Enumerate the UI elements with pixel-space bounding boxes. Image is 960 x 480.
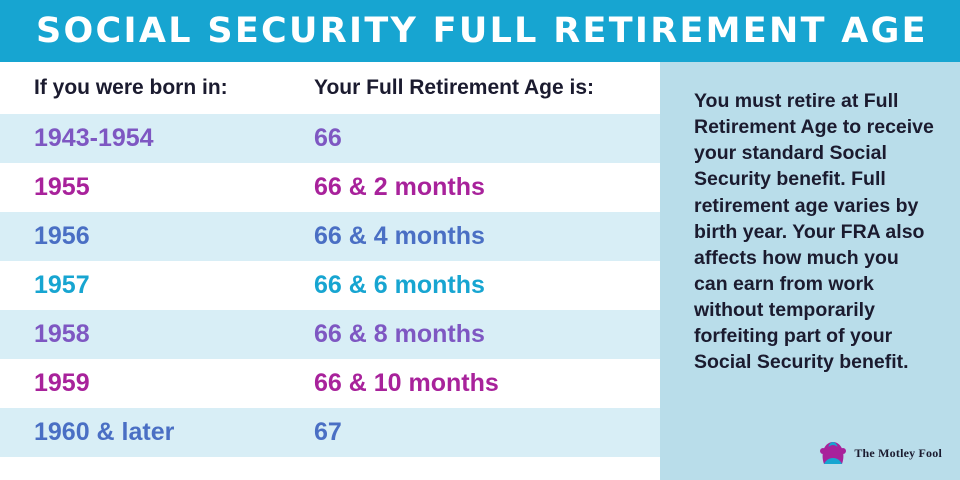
cell-full-retirement-age: 66 & 10 months <box>314 369 499 397</box>
logo-text: The Motley Fool <box>854 445 942 460</box>
table-row <box>0 310 660 359</box>
column-header-birth-year: If you were born in: <box>34 76 228 99</box>
table-row <box>0 359 660 408</box>
cell-full-retirement-age: 66 & 2 months <box>314 173 485 201</box>
table-row <box>0 212 660 261</box>
header-banner <box>0 0 960 62</box>
cell-full-retirement-age: 66 <box>314 124 342 152</box>
table-row <box>0 408 660 457</box>
side-note-text: You must retire at Full Retirement Age to receive your standard Social Security benefit. Full retirement age varies by birth year. Your FRA also affects how much you can earn from work without temporarily forfeiting part of your Social Security benefit. <box>694 90 934 374</box>
cell-birth-year: 1959 <box>34 369 90 397</box>
cell-full-retirement-age: 66 & 8 months <box>314 320 485 348</box>
cell-birth-year: 1958 <box>34 320 90 348</box>
jester-hat-icon <box>819 440 847 466</box>
brand-logo <box>819 440 942 466</box>
cell-birth-year: 1960 & later <box>34 418 175 446</box>
cell-full-retirement-age: 66 & 6 months <box>314 271 485 299</box>
table-row <box>0 114 660 163</box>
cell-full-retirement-age: 67 <box>314 418 342 446</box>
cell-birth-year: 1955 <box>34 173 90 201</box>
cell-full-retirement-age: 66 & 4 months <box>314 222 485 250</box>
table-row <box>0 163 660 212</box>
cell-birth-year: 1956 <box>34 222 90 250</box>
retirement-age-table <box>0 62 660 480</box>
page-title: SOCIAL SECURITY FULL RETIREMENT AGE <box>36 11 928 51</box>
side-note-panel <box>660 62 960 480</box>
table-header-row <box>0 62 660 114</box>
cell-birth-year: 1943-1954 <box>34 124 154 152</box>
column-header-full-retirement-age: Your Full Retirement Age is: <box>314 76 595 99</box>
table-row <box>0 261 660 310</box>
cell-birth-year: 1957 <box>34 271 90 299</box>
